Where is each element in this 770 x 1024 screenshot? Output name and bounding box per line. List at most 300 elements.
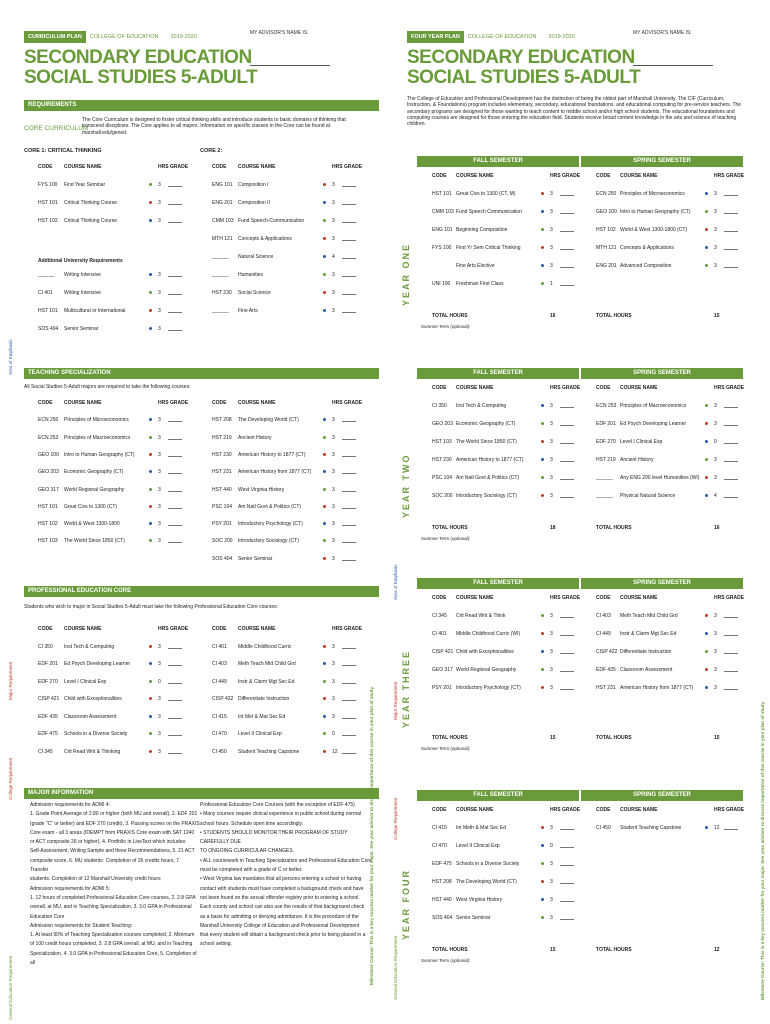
course-code: CI 449 bbox=[212, 678, 227, 685]
grade-field[interactable] bbox=[560, 475, 574, 480]
col-header-hrs: HRS bbox=[550, 173, 561, 179]
major-info-line: school hours. Schedule open time accordingly. bbox=[200, 820, 304, 827]
course-code: CMM 103 bbox=[432, 209, 454, 215]
course-name: West Virginia History bbox=[238, 486, 285, 493]
grade-field[interactable] bbox=[560, 281, 574, 286]
plan-tag: CURRICULUM PLAN bbox=[24, 31, 86, 43]
course-code: CI 350 bbox=[432, 403, 447, 409]
course-name: Student Teaching Capstone bbox=[620, 825, 682, 831]
grade-field[interactable] bbox=[342, 272, 356, 277]
course-code: HST 102 bbox=[38, 521, 58, 528]
major-info-line: Core exam - all 3 areas (IDEMPT from PRAXIS Core exam with SAT 1240 bbox=[30, 829, 195, 836]
grade-field[interactable] bbox=[342, 679, 356, 684]
course-code: ENG 101 bbox=[212, 182, 233, 188]
grade-field[interactable] bbox=[342, 290, 356, 295]
course-name: Middle Childhood Curric (WI) bbox=[456, 631, 521, 637]
requirement-marker bbox=[323, 418, 326, 421]
major-info-line: contact with students must have completed a background check and have bbox=[200, 885, 364, 892]
grade-field[interactable] bbox=[560, 897, 574, 902]
requirement-marker bbox=[323, 732, 326, 735]
col-header-course: COURSE NAME bbox=[620, 385, 658, 391]
course-hours: 3 bbox=[332, 696, 335, 702]
major-info-line: 1. 12 hours of completed Professional Education Core courses, 2. 2.8 GPA bbox=[30, 894, 196, 901]
requirement-marker bbox=[323, 697, 326, 700]
grade-field[interactable] bbox=[560, 861, 574, 866]
requirement-marker bbox=[541, 668, 544, 671]
grade-field[interactable] bbox=[168, 504, 182, 509]
grade-field[interactable] bbox=[560, 843, 574, 848]
grade-field[interactable] bbox=[724, 685, 738, 690]
grade-field[interactable] bbox=[168, 200, 182, 205]
summer-term-label: Summer Term (optional): bbox=[421, 324, 471, 329]
grade-field[interactable] bbox=[560, 227, 574, 232]
course-hours: 3 bbox=[550, 263, 553, 269]
course-hours: 3 bbox=[332, 417, 335, 424]
course-hours: 0 bbox=[332, 731, 335, 737]
grade-field[interactable] bbox=[342, 504, 356, 509]
requirement-marker bbox=[705, 476, 708, 479]
requirement-marker bbox=[541, 826, 544, 829]
grade-field[interactable] bbox=[342, 661, 356, 666]
grade-field[interactable] bbox=[168, 290, 182, 295]
grade-field[interactable] bbox=[342, 469, 356, 474]
course-code: GEO 203 bbox=[38, 469, 59, 476]
plan-year: 2019-2020 bbox=[548, 33, 575, 40]
course-name: Fund Speech Communication bbox=[456, 209, 522, 215]
course-name: Schools in a Diverse Society bbox=[64, 731, 128, 737]
grade-field[interactable] bbox=[560, 915, 574, 920]
course-hours: 3 bbox=[550, 191, 553, 197]
course-hours: 3 bbox=[550, 825, 553, 831]
grade-field[interactable] bbox=[342, 236, 356, 241]
grade-field[interactable] bbox=[560, 631, 574, 636]
course-name: Inst Tech & Computing bbox=[64, 643, 115, 650]
course-name: Level II Clinical Exp bbox=[456, 843, 500, 849]
course-name: Level I Clinical Exp bbox=[64, 678, 107, 685]
major-info-line: 1. At least 90% of Teaching Specialization courses completed, 2. Minimum bbox=[30, 932, 195, 939]
year-label: YEAR TWO bbox=[401, 453, 411, 518]
course-code: CI 345 bbox=[38, 748, 53, 755]
requirement-marker bbox=[705, 422, 708, 425]
grade-field[interactable] bbox=[560, 493, 574, 498]
course-hours: 3 bbox=[332, 236, 335, 242]
course-code: CI 350 bbox=[38, 643, 53, 650]
grade-field[interactable] bbox=[342, 696, 356, 701]
course-hours: 3 bbox=[714, 403, 717, 409]
course-name: Am Natl Govt & Politics (CT) bbox=[238, 503, 302, 510]
course-code: EDF 201 bbox=[38, 661, 58, 667]
course-code: ECN 253 bbox=[38, 434, 59, 441]
requirement-marker bbox=[323, 237, 326, 240]
grade-field[interactable] bbox=[560, 613, 574, 618]
grade-field[interactable] bbox=[560, 403, 574, 408]
course-code: CI 470 bbox=[212, 731, 227, 737]
grade-field[interactable] bbox=[168, 538, 182, 543]
plan-tag: FOUR YEAR PLAN bbox=[407, 31, 464, 43]
course-name: Principles of Macroeconomics bbox=[64, 434, 131, 441]
major-info-line: Each county and school can also use the results of that background check bbox=[200, 904, 365, 911]
requirement-marker bbox=[149, 327, 152, 330]
requirement-marker bbox=[149, 732, 152, 735]
course-hours: 3 bbox=[550, 613, 553, 619]
course-hours: 3 bbox=[714, 263, 717, 269]
course-code: HST 230 bbox=[212, 451, 232, 458]
course-name: Student Teaching Capstone bbox=[238, 748, 300, 755]
course-code: CISP 422 bbox=[212, 696, 234, 702]
course-code: HST 230 bbox=[432, 457, 452, 463]
grade-field[interactable] bbox=[168, 714, 182, 719]
course-hours: 3 bbox=[332, 200, 335, 206]
spring-total-label: TOTAL HOURS bbox=[596, 947, 632, 953]
teaching-note: All Social Studies 5-Adult majors are required to take the following courses: bbox=[24, 384, 191, 390]
course-name: Instr & Clarm Mgt Sec Ed bbox=[238, 678, 295, 685]
requirement-marker bbox=[541, 632, 544, 635]
course-name: Senior Seminar bbox=[456, 915, 491, 921]
course-name: Humanities bbox=[238, 272, 264, 278]
course-name: Critical Thinking Course bbox=[64, 218, 117, 224]
course-hours: 3 bbox=[332, 182, 335, 188]
requirement-marker bbox=[541, 282, 544, 285]
course-code: HST 230 bbox=[212, 290, 232, 296]
requirement-marker bbox=[705, 404, 708, 407]
course-name: Ancient History bbox=[238, 434, 272, 441]
major-info-line: • STUDENTS SHOULD MONITOR THEIR PROGRAM OF STUDY CAREFULLY DUE bbox=[200, 829, 348, 846]
grade-field[interactable] bbox=[724, 613, 738, 618]
fall-total-hours: 15 bbox=[550, 735, 556, 741]
course-hours: 3 bbox=[332, 555, 335, 562]
course-code: HST 219 bbox=[596, 457, 616, 463]
grade-field[interactable] bbox=[724, 649, 738, 654]
grade-field[interactable] bbox=[342, 308, 356, 313]
course-code: MTH 121 bbox=[596, 245, 617, 251]
col-header-course: COURSE NAME bbox=[456, 595, 494, 601]
requirement-marker bbox=[149, 470, 152, 473]
course-code: HST 103 bbox=[432, 439, 452, 445]
course-hours: 3 bbox=[158, 486, 161, 493]
grade-field[interactable] bbox=[724, 263, 738, 268]
grade-field[interactable] bbox=[168, 417, 182, 422]
grade-field[interactable] bbox=[560, 263, 574, 268]
requirement-marker bbox=[149, 522, 152, 525]
grade-field[interactable] bbox=[168, 452, 182, 457]
grade-field[interactable] bbox=[560, 825, 574, 830]
grade-field[interactable] bbox=[342, 200, 356, 205]
prof-core-note: Students who wish to major in Social Studies 5-Adult must take the following Professional Education Core courses: bbox=[24, 604, 279, 610]
fall-total-hours: 18 bbox=[550, 525, 556, 531]
requirement-marker bbox=[323, 219, 326, 222]
course-name: American History from 1877 (CT) bbox=[238, 469, 312, 476]
grade-field[interactable] bbox=[724, 439, 738, 444]
grade-field[interactable] bbox=[168, 731, 182, 736]
grade-field[interactable] bbox=[724, 493, 738, 498]
major-info-line: • Many courses require clinical experience in public school during normal bbox=[200, 811, 361, 818]
col-header-code: CODE bbox=[432, 173, 447, 179]
grade-field[interactable] bbox=[342, 417, 356, 422]
course-code: CI 345 bbox=[432, 613, 447, 619]
grade-field[interactable] bbox=[342, 749, 356, 754]
course-hours: 3 bbox=[158, 643, 161, 650]
grade-field[interactable] bbox=[560, 685, 574, 690]
side-milestone-label: Milestone Course: This is a key success marker for your major. See your advisor to discuss importance of this course in your plan of study. bbox=[369, 686, 374, 985]
grade-field[interactable] bbox=[168, 218, 182, 223]
grade-field[interactable] bbox=[168, 661, 182, 666]
grade-field[interactable] bbox=[724, 667, 738, 672]
core-curriculum-label: CORE CURRICULUM bbox=[24, 125, 89, 132]
requirement-marker bbox=[323, 436, 326, 439]
grade-field[interactable] bbox=[168, 696, 182, 701]
side-emphasis-label: Area of Emphasis bbox=[393, 564, 398, 600]
grade-field[interactable] bbox=[342, 254, 356, 259]
page-title bbox=[24, 48, 257, 88]
major-info-line: TO ONGOING CURRICULAR CHANGES. bbox=[200, 848, 295, 855]
requirement-marker bbox=[541, 440, 544, 443]
requirement-marker bbox=[705, 210, 708, 213]
col-header-grade: GRADE bbox=[170, 400, 189, 406]
spring-semester-header: SPRING SEMESTER bbox=[581, 156, 743, 167]
grade-field[interactable] bbox=[342, 714, 356, 719]
grade-field[interactable] bbox=[342, 182, 356, 187]
grade-field[interactable] bbox=[724, 403, 738, 408]
requirement-marker bbox=[149, 453, 152, 456]
fall-total-hours: 16 bbox=[550, 313, 556, 319]
side-college-label: College Requirement bbox=[393, 797, 398, 840]
grade-field[interactable] bbox=[342, 487, 356, 492]
grade-field[interactable] bbox=[724, 191, 738, 196]
course-hours: 3 bbox=[158, 182, 161, 188]
requirement-marker bbox=[149, 418, 152, 421]
grade-field[interactable] bbox=[342, 556, 356, 561]
requirement-marker bbox=[323, 505, 326, 508]
grade-field[interactable] bbox=[560, 421, 574, 426]
course-hours: 3 bbox=[714, 649, 717, 655]
grade-field[interactable] bbox=[560, 191, 574, 196]
grade-field[interactable] bbox=[560, 245, 574, 250]
course-hours: 3 bbox=[550, 879, 553, 885]
course-code: GEO 317 bbox=[432, 667, 453, 673]
requirement-marker bbox=[323, 201, 326, 204]
grade-field[interactable] bbox=[168, 272, 182, 277]
requirement-marker bbox=[705, 264, 708, 267]
grade-field[interactable] bbox=[168, 435, 182, 440]
requirement-marker bbox=[323, 645, 326, 648]
course-code: CI 403 bbox=[596, 613, 611, 619]
course-code: HST 440 bbox=[212, 486, 232, 493]
course-hours: 3 bbox=[332, 661, 335, 667]
course-name: The World Since 1850 (CT) bbox=[456, 439, 517, 445]
course-name: Any ENG 200 level Humanities (WI) bbox=[620, 475, 700, 481]
course-code: ENG 201 bbox=[596, 263, 617, 269]
course-hours: 3 bbox=[714, 613, 717, 619]
grade-field[interactable] bbox=[168, 749, 182, 754]
course-hours: 3 bbox=[158, 748, 161, 755]
grade-field[interactable] bbox=[724, 421, 738, 426]
grade-field[interactable] bbox=[724, 245, 738, 250]
col-header-grade: GRADE bbox=[562, 173, 581, 179]
course-code: UNI 100 bbox=[432, 281, 451, 287]
course-name: Inst Tech & Computing bbox=[456, 403, 507, 409]
requirement-marker bbox=[149, 715, 152, 718]
course-name: Senior Seminar bbox=[64, 326, 99, 332]
requirement-marker bbox=[323, 291, 326, 294]
course-code: EDF 270 bbox=[38, 678, 58, 685]
course-name: Crit Read Writ & Thinking bbox=[64, 748, 121, 755]
course-hours: 1 bbox=[550, 281, 553, 287]
grade-field[interactable] bbox=[342, 644, 356, 649]
course-name: American History to 1877 (CT) bbox=[456, 457, 524, 463]
fall-semester-header: FALL SEMESTER bbox=[417, 368, 579, 379]
grade-field[interactable] bbox=[168, 521, 182, 526]
course-hours: 3 bbox=[332, 643, 335, 650]
col-header-code: CODE bbox=[432, 385, 447, 391]
course-name: The Developing World (CT) bbox=[456, 879, 517, 885]
col-header-course: COURSE NAME bbox=[620, 807, 658, 813]
course-name: American History from 1877 (CT) bbox=[620, 685, 694, 691]
requirement-marker bbox=[323, 309, 326, 312]
requirement-marker bbox=[323, 273, 326, 276]
requirement-marker bbox=[541, 898, 544, 901]
grade-field[interactable] bbox=[342, 435, 356, 440]
course-hours: 3 bbox=[550, 897, 553, 903]
course-code: GEO 100 bbox=[38, 451, 59, 458]
course-name: Classroom Assessment bbox=[64, 713, 117, 720]
requirement-marker bbox=[705, 458, 708, 461]
course-code: HST 208 bbox=[432, 879, 452, 885]
course-name: The Developing World (CT) bbox=[238, 417, 299, 424]
requirement-marker bbox=[541, 404, 544, 407]
grade-field[interactable] bbox=[724, 457, 738, 462]
course-name: Social Science bbox=[238, 290, 271, 296]
advisor-name-line[interactable] bbox=[250, 65, 330, 66]
requirement-marker bbox=[323, 539, 326, 542]
grade-field[interactable] bbox=[724, 825, 738, 830]
side-major-label: Major Requirement bbox=[393, 681, 398, 720]
major-info-line: as a basis for admitting or denying admittance. It is the procedure of the bbox=[200, 913, 359, 920]
requirement-marker bbox=[323, 750, 326, 753]
course-code: CI 470 bbox=[432, 843, 447, 849]
grade-field[interactable] bbox=[168, 487, 182, 492]
course-hours: 3 bbox=[714, 227, 717, 233]
course-name: Principles of Microeconomics bbox=[64, 417, 129, 424]
col-header-hrs: HRS bbox=[550, 595, 561, 601]
side-milestone-label: Milestone Course: This is a key success marker for your major. See your advisor to discuss importance of this course in your plan of study. bbox=[760, 701, 765, 1000]
summer-term-label: Summer Term (optional): bbox=[421, 958, 471, 963]
col-header-code: CODE bbox=[212, 626, 227, 632]
course-hours: 3 bbox=[158, 696, 161, 702]
course-name: Middle Childhood Curric bbox=[238, 643, 292, 650]
col-header-course: COURSE NAME bbox=[620, 173, 658, 179]
course-name: Natural Science bbox=[238, 254, 274, 260]
requirement-marker bbox=[541, 458, 544, 461]
course-name: Composition II bbox=[238, 200, 270, 206]
requirement-marker bbox=[541, 422, 544, 425]
course-hours: 3 bbox=[332, 434, 335, 441]
grade-field[interactable] bbox=[560, 649, 574, 654]
grade-field[interactable] bbox=[342, 731, 356, 736]
course-code: EDF 475 bbox=[38, 731, 58, 737]
col-header-grade: GRADE bbox=[170, 626, 189, 632]
grade-field[interactable] bbox=[560, 879, 574, 884]
grade-field[interactable] bbox=[168, 326, 182, 331]
requirement-marker bbox=[705, 228, 708, 231]
requirement-marker bbox=[323, 255, 326, 258]
col-header-hrs: HRS bbox=[158, 164, 169, 170]
col-header-course: COURSE NAME bbox=[456, 173, 494, 179]
grade-field[interactable] bbox=[342, 218, 356, 223]
grade-field[interactable] bbox=[560, 667, 574, 672]
grade-field[interactable] bbox=[560, 439, 574, 444]
course-name: First Yr Sem Critical Thinking bbox=[456, 245, 521, 251]
course-code: PSY 201 bbox=[432, 685, 452, 691]
grade-field[interactable] bbox=[168, 182, 182, 187]
course-hours: 3 bbox=[158, 521, 161, 528]
spring-total-hours: 12 bbox=[714, 947, 720, 953]
course-code: CISP 421 bbox=[432, 649, 454, 655]
course-code: CI 449 bbox=[596, 631, 611, 637]
grade-field[interactable] bbox=[342, 538, 356, 543]
course-name: World & West 1300-1800 (CT) bbox=[620, 227, 688, 233]
col-header-grade: GRADE bbox=[562, 385, 581, 391]
major-info-col2 bbox=[200, 801, 375, 950]
col-header-code: CODE bbox=[38, 164, 53, 170]
grade-field[interactable] bbox=[560, 457, 574, 462]
col-header-code: CODE bbox=[38, 626, 53, 632]
grade-field[interactable] bbox=[724, 475, 738, 480]
course-hours: 3 bbox=[550, 245, 553, 251]
requirement-marker bbox=[705, 246, 708, 249]
year-label: YEAR ONE bbox=[401, 242, 411, 306]
requirement-marker bbox=[541, 246, 544, 249]
course-code: HST 102 bbox=[38, 218, 58, 224]
requirement-marker bbox=[149, 291, 152, 294]
course-name: First Year Seminar bbox=[64, 182, 106, 188]
grade-field[interactable] bbox=[168, 644, 182, 649]
col-header-hrs: HRS bbox=[714, 173, 725, 179]
requirement-marker bbox=[149, 697, 152, 700]
course-name: Principles of Macroeconomics bbox=[620, 403, 687, 409]
course-name: World & West 1300-1800 bbox=[64, 521, 120, 528]
course-hours: 3 bbox=[550, 667, 553, 673]
grade-field[interactable] bbox=[168, 469, 182, 474]
col-header-course: COURSE NAME bbox=[238, 626, 276, 632]
course-code: ______ bbox=[212, 272, 229, 278]
course-code: GEO 203 bbox=[432, 421, 453, 427]
grade-field[interactable] bbox=[168, 308, 182, 313]
grade-field[interactable] bbox=[724, 209, 738, 214]
spring-total-label: TOTAL HOURS bbox=[596, 525, 632, 531]
spring-total-label: TOTAL HOURS bbox=[596, 735, 632, 741]
fall-semester-header: FALL SEMESTER bbox=[417, 790, 579, 801]
grade-field[interactable] bbox=[342, 452, 356, 457]
course-name: Crit Read Writ & Think bbox=[456, 613, 506, 619]
advisor-name-line[interactable] bbox=[633, 65, 713, 66]
grade-field[interactable] bbox=[168, 679, 182, 684]
grade-field[interactable] bbox=[724, 227, 738, 232]
course-name: Introductory Psychology (CT) bbox=[456, 685, 521, 691]
requirement-marker bbox=[323, 557, 326, 560]
requirement-marker bbox=[149, 219, 152, 222]
course-code: CI 403 bbox=[212, 661, 227, 667]
grade-field[interactable] bbox=[560, 209, 574, 214]
major-info-line: composite score, 6. MU students: Completion of 26 credits hours, 7. Transfer bbox=[30, 857, 181, 874]
course-hours: 3 bbox=[158, 731, 161, 737]
col-header-course: COURSE NAME bbox=[64, 164, 102, 170]
course-name: Economic Geography (CT) bbox=[456, 421, 516, 427]
col-header-hrs: HRS bbox=[332, 400, 343, 406]
grade-field[interactable] bbox=[724, 631, 738, 636]
course-name: West Virginia History bbox=[456, 897, 503, 903]
course-name: Principles of Microeconomics bbox=[620, 191, 685, 197]
grade-field[interactable] bbox=[342, 521, 356, 526]
